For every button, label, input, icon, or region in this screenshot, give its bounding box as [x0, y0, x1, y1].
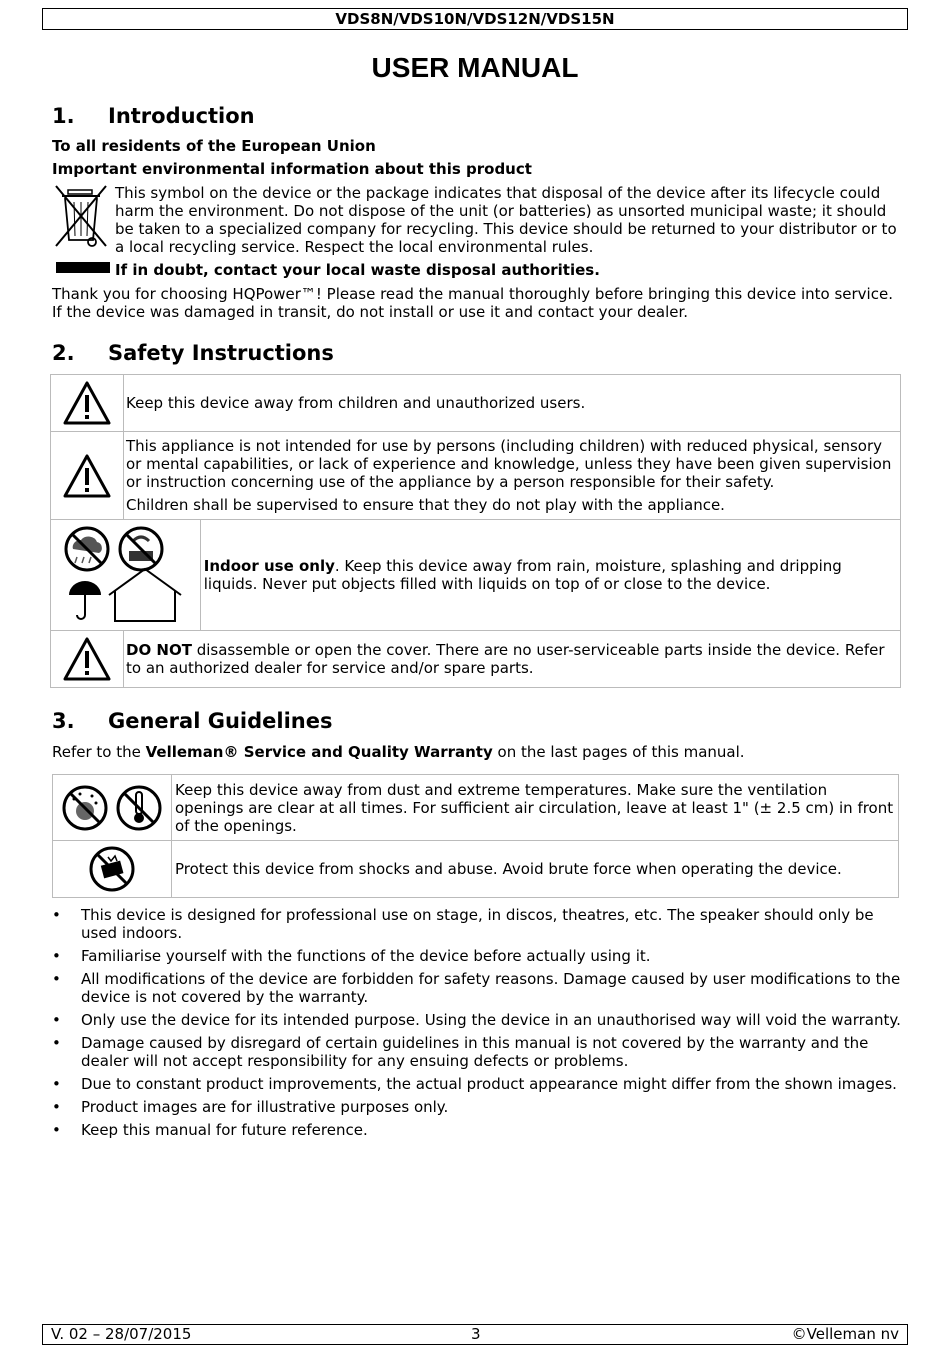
do-not-emphasis: DO NOT: [126, 641, 192, 659]
no-heat-icon: [118, 787, 160, 829]
safety-text: [124, 432, 901, 520]
guideline-text: Protect this device from shocks and abuse. Avoid brute force when operating the device.: [172, 841, 899, 898]
section-title: Introduction: [108, 104, 255, 128]
warranty-reference: [52, 743, 745, 761]
thanks-line: Thank you for choosing HQPower™! Please read the manual thoroughly before bringing this device into service.: [52, 285, 893, 303]
environment-paragraph: [115, 184, 915, 256]
section-heading-safety: [52, 340, 334, 366]
safety-table: [50, 374, 901, 688]
icon-cell: [53, 841, 172, 898]
thanks-line: If the device was damaged in transit, do not install or use it and contact your dealer.: [52, 303, 689, 321]
no-shocks-icon: [55, 845, 169, 893]
list-item: • All modifications of the device are forbidden for safety reasons. Damage caused by user modifications to the device is not covered by the warranty.: [52, 970, 912, 1006]
supervision-text: This appliance is not intended for use by persons (including children) with reduced physical, sensory or mental capabilities, or lack of experience and knowledge, unless they have been given supervision or instruction concerning use of the appliance by a person responsible for their safety.: [126, 437, 892, 491]
section-title: Safety Instructions: [108, 341, 334, 365]
guidelines-list: [52, 906, 912, 1144]
table-row: [51, 432, 901, 520]
page-title: USER MANUAL: [371, 52, 579, 83]
disassemble-text: disassemble or open the cover. There are no user-serviceable parts inside the device. Refer to an authorized dealer for service and/or spare parts.: [126, 641, 885, 677]
section-number: 3.: [52, 709, 75, 733]
list-item: • Damage caused by disregard of certain guidelines in this manual is not covered by the warranty and the dealer will not accept responsibility for any ensuing defects or problems.: [52, 1034, 912, 1070]
environment-line: a local recycling service. Respect the local environmental rules.: [115, 238, 594, 256]
environment-line: be taken to a specialized company for recycling. This device should be returned to your distributor or to: [115, 220, 897, 238]
environment-line: harm the environment. Do not dispose of the unit (or batteries) as unsorted municipal waste; it should: [115, 202, 887, 220]
icon-cell: [53, 775, 172, 841]
version-date: V. 02 – 28/07/2015: [51, 1325, 192, 1343]
safety-text: [200, 520, 900, 631]
icon-cell: [51, 375, 124, 432]
safety-text: Keep this device away from children and unauthorized users.: [124, 375, 901, 432]
icon-cell: [51, 520, 201, 631]
environment-subheading: Important environmental information about this product: [52, 160, 532, 178]
warning-icon: [53, 636, 121, 682]
model-numbers: VDS8N/VDS10N/VDS12N/VDS15N: [335, 10, 615, 28]
list-item: • Due to constant product improvements, the actual product appearance might differ from the shown images.: [52, 1075, 912, 1093]
warranty-name: Velleman® Service and Quality Warranty: [145, 743, 493, 761]
eu-subheading: To all residents of the European Union: [52, 137, 376, 155]
list-item: • Familiarise yourself with the functions of the device before actually using it.: [52, 947, 912, 965]
no-splash-icon: [120, 528, 162, 570]
table-row: [51, 520, 901, 631]
list-item: • Only use the device for its intended purpose. Using the device in an unauthorised way will void the warranty.: [52, 1011, 912, 1029]
waste-disposal-notice: If in doubt, contact your local waste disposal authorities.: [115, 261, 600, 279]
warning-icon: [53, 380, 121, 426]
safety-text: [124, 631, 901, 688]
icon-cell: [51, 432, 124, 520]
children-text: Children shall be supervised to ensure that they do not play with the appliance.: [126, 496, 725, 514]
no-rain-icon: [66, 528, 108, 570]
guideline-text: Keep this device away from dust and extreme temperatures. Make sure the ventilation openings are clear at all times. For sufficient air circulation, leave at least 1" (± 2.5 cm) in front of the openings.: [172, 775, 899, 841]
warning-icon: [53, 453, 121, 499]
indoor-use-icons: [53, 525, 198, 625]
table-row: [53, 775, 899, 841]
section-heading-introduction: [52, 103, 255, 129]
umbrella-icon: [69, 581, 101, 619]
section-number: 2.: [52, 341, 75, 365]
table-row: [53, 841, 899, 898]
warranty-post: on the last pages of this manual.: [492, 743, 745, 761]
copyright: ©Velleman nv: [791, 1325, 899, 1343]
thanks-paragraph: [52, 285, 922, 321]
section-heading-guidelines: [52, 708, 332, 734]
environment-line: This symbol on the device or the package indicates that disposal of the device after its lifecycle could: [115, 184, 881, 202]
list-item: • Keep this manual for future reference.: [52, 1121, 912, 1139]
page-number: 3: [471, 1325, 481, 1343]
guidelines-table: [52, 774, 899, 898]
icon-cell: [51, 631, 124, 688]
table-row: [51, 631, 901, 688]
no-dust-no-heat-icons: [55, 783, 169, 833]
section-title: General Guidelines: [108, 709, 333, 733]
list-item: • This device is designed for professional use on stage, in discos, theatres, etc. The speaker should only be used indoors.: [52, 906, 912, 942]
table-row: [51, 375, 901, 432]
section-number: 1.: [52, 104, 75, 128]
warranty-pre: Refer to the: [52, 743, 146, 761]
crossed-bin-icon: [54, 184, 110, 276]
document-footer: [42, 1324, 908, 1345]
house-icon: [109, 569, 181, 621]
document-header: [42, 8, 908, 30]
no-dust-icon: [64, 787, 106, 829]
indoor-text: . Keep this device away from rain, moisture, splashing and dripping liquids. Never put objects filled with liquids on top of or close to the device.: [203, 557, 842, 593]
indoor-emphasis: Indoor use only: [203, 557, 335, 575]
list-item: • Product images are for illustrative purposes only.: [52, 1098, 912, 1116]
